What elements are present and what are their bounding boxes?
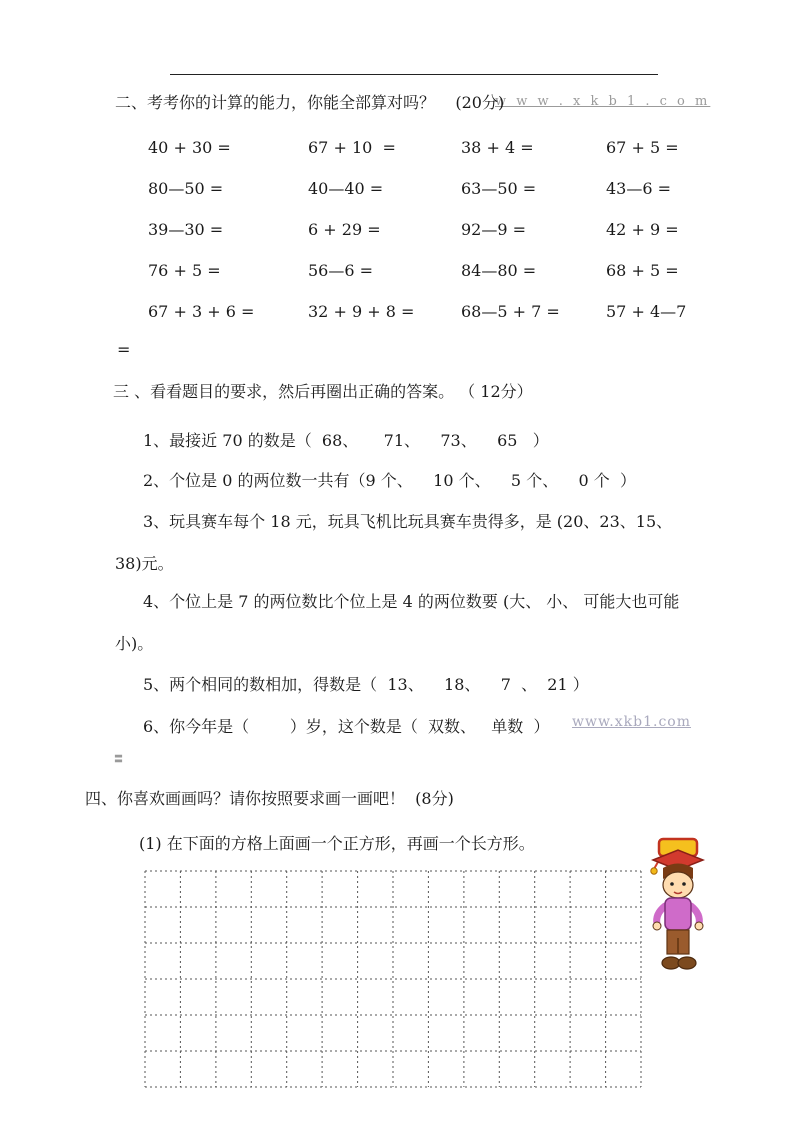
math-problem: 38 + 4 = <box>461 138 534 157</box>
math-problem: 63—50 = <box>461 179 537 198</box>
math-problem: 67 + 5 = <box>606 138 679 157</box>
student-mascot-illustration <box>642 835 714 981</box>
question-6: 6、你今年是（ ）岁，这个数是（ 双数、 单数 ） <box>143 717 550 736</box>
top-divider <box>170 74 658 75</box>
question-3: 3、玩具赛车每个 18 元，玩具飞机比玩具赛车贵得多，是 (20、23、15、38)元。 <box>115 512 673 573</box>
question-4: 4、个位上是 7 的两位数比个位上是 4 的两位数要 (大、 小、 可能大也可能小)。 <box>115 592 680 653</box>
math-problem: 56—6 = <box>308 261 374 280</box>
math-problem: 80—50 = <box>148 179 224 198</box>
shoe <box>662 957 680 969</box>
stray-mark: 〓 <box>114 755 124 765</box>
section2-title: 二、考考你的计算的能力，你能全部算对吗？ (20分) <box>115 93 505 112</box>
arm <box>657 906 665 924</box>
watermark-mid: www.xkb1.com <box>572 714 691 730</box>
eye <box>682 882 686 886</box>
math-problem: 84—80 = <box>461 261 537 280</box>
shoe <box>678 957 696 969</box>
arm <box>691 906 699 924</box>
math-problem: 43—6 = <box>606 179 672 198</box>
section4-title: 四、你喜欢画画吗？请你按照要求画一画吧！ (8分) <box>85 789 454 808</box>
watermark-top: w w w . x k b 1 . c o m <box>495 94 711 109</box>
math-problem: 42 + 9 = <box>606 220 679 239</box>
calculation-grid <box>148 127 736 332</box>
math-problem: 6 + 29 = <box>308 220 381 239</box>
math-problem: 92—9 = <box>461 220 527 239</box>
hand <box>695 922 703 930</box>
question-5: 5、两个相同的数相加，得数是（ 13、 18、 7 、 21 ） <box>143 675 589 694</box>
math-problem: 68 + 5 = <box>606 261 679 280</box>
hand <box>653 922 661 930</box>
drawing-grid <box>144 870 642 1090</box>
question-1: 1、最接近 70 的数是（ 68、 71、 73、 65 ） <box>143 431 549 450</box>
math-problem: 57 + 4—7 <box>606 302 687 321</box>
math-problem: 76 + 5 = <box>148 261 221 280</box>
section4-instruction-1: (1) 在下面的方格上面画一个正方形，再画一个长方形。 <box>139 834 535 853</box>
math-problem: 39—30 = <box>148 220 224 239</box>
section3-title: 三 、看看题目的要求，然后再圈出正确的答案。 （ 12分） <box>113 382 533 401</box>
question-2: 2、个位是 0 的两位数一共有（9 个、 10 个、 5 个、 0 个 ） <box>143 471 636 490</box>
math-problem: 68—5 + 7 = <box>461 302 560 321</box>
math-problem: 67 + 3 + 6 = <box>148 302 255 321</box>
math-problem: 40—40 = <box>308 179 384 198</box>
shirt <box>665 898 691 930</box>
eye <box>670 882 674 886</box>
math-problem: 32 + 9 + 8 = <box>308 302 415 321</box>
equals-continuation: = <box>117 340 131 359</box>
math-problem: 40 + 30 = <box>148 138 231 157</box>
math-problem: 67 + 10 = <box>308 138 396 157</box>
tassel-icon <box>651 868 657 874</box>
